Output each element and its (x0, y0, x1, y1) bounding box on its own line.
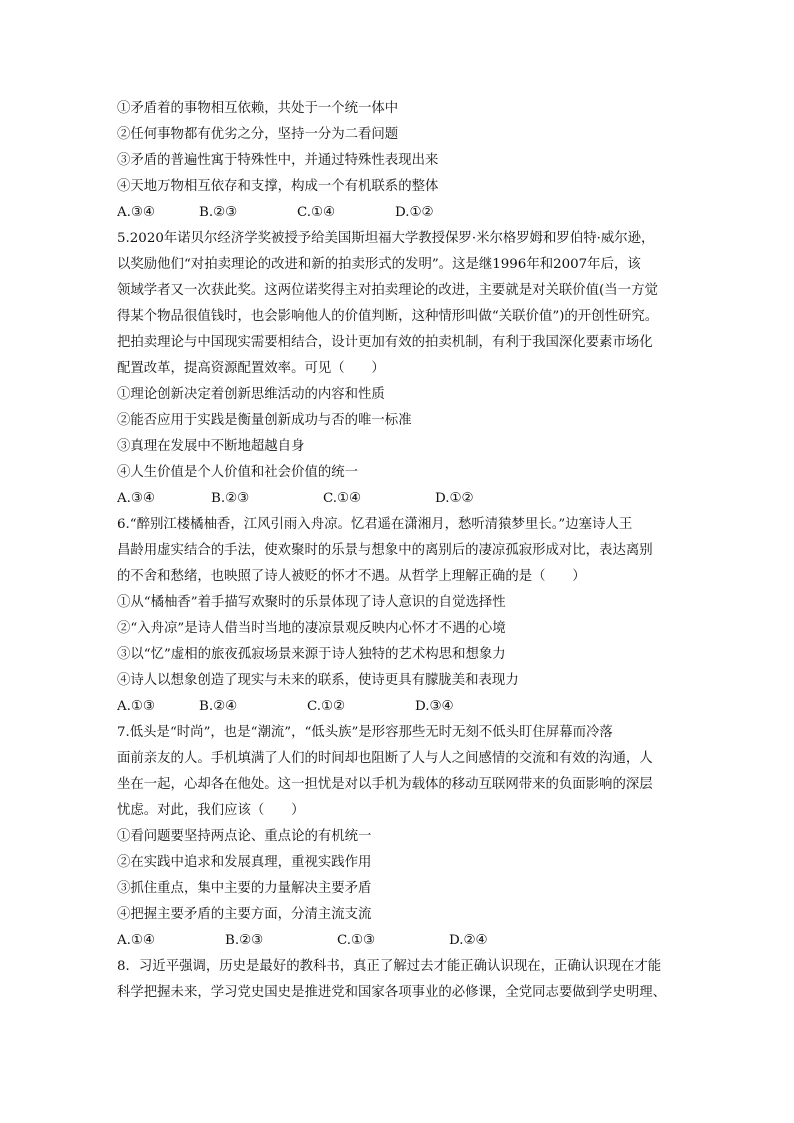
answer-choice-c: C.①② (307, 699, 346, 714)
question-7 (117, 720, 689, 954)
option-line: ④天地万物相互依存和支撑，构成一个有机联系的整体 (117, 179, 439, 194)
option-line: ①矛盾着的事物相互依赖，共处于一个统一体中 (117, 101, 399, 116)
question-stem-line: 坐在一起，心却各在他处。这一担忧是对以手机为载体的移动互联网带来的负面影响的深层 (117, 777, 653, 792)
answer-choice-b: B.②③ (211, 491, 250, 506)
answer-choice-c: C.①③ (337, 933, 376, 948)
option-line: ①理论创新决定着创新思维活动的内容和性质 (117, 387, 385, 402)
option-line: ①从“橘柚香”着手描写欢聚时的乐景体现了诗人意识的自觉选择性 (117, 595, 506, 610)
option-line: ②任何事物都有优劣之分，坚持一分为二看问题 (117, 127, 399, 142)
page-content (117, 96, 689, 1006)
option-line: ②能否应用于实践是衡量创新成功与否的唯一标准 (117, 413, 412, 428)
answer-choices (117, 486, 689, 512)
option-line: ③抓住重点，集中主要的力量解决主要矛盾 (117, 881, 372, 896)
option-line: ④人生价值是个人价值和社会价值的统一 (117, 465, 359, 480)
answer-choice-b: B.②③ (199, 205, 238, 220)
answer-choice-d: D.②④ (449, 933, 488, 948)
answer-choice-b: B.②④ (199, 699, 238, 714)
answer-choice-a: A.①③ (117, 699, 155, 714)
answer-choice-c: C.①④ (323, 491, 362, 506)
question-stem-line: 科学把握未来，学习党史国史是推进党和国家各项事业的必修课，全党同志要做到学史明理、 (117, 985, 667, 1000)
option-line: ①看问题要坚持两点论、重点论的有机统一 (117, 829, 372, 844)
option-line: ②“入舟凉”是诗人借当时当地的凄凉景观反映内心怀才不遇的心境 (117, 621, 506, 636)
question-stem-line: 领域学者又一次获此奖。这两位诺奖得主对拍卖理论的改进，主要就是对关联价值(当一方觉 (117, 283, 658, 298)
question-stem-line: 昌龄用虚实结合的手法，使欢聚时的乐景与想象中的离别后的凄凉孤寂形成对比，表达离别 (117, 543, 653, 558)
answer-choice-d: D.③④ (415, 699, 454, 714)
answer-choice-a: A.①④ (117, 933, 155, 948)
option-line: ④把握主要矛盾的主要方面，分清主流支流 (117, 907, 372, 922)
question-4 (117, 96, 689, 226)
option-line: ③真理在发展中不断地超越自身 (117, 439, 305, 454)
answer-choices (117, 200, 689, 226)
question-8 (117, 954, 689, 1006)
question-stem-line: 面前亲友的人。手机填满了人们的时间却也阻断了人与人之间感情的交流和有效的沟通，人 (117, 751, 653, 766)
question-stem-line: 得某个物品很值钱时，也会影响他人的价值判断，这种情形叫做“关联价值”)的开创性研究。 (117, 309, 659, 324)
answer-choice-c: C.①④ (297, 205, 336, 220)
answer-choice-a: A.③④ (117, 205, 155, 220)
option-line: ③以“忆”虚相的旅夜孤寂场景来源于诗人独特的艺术构思和想象力 (117, 647, 506, 662)
option-line: ②在实践中追求和发展真理，重视实践作用 (117, 855, 372, 870)
answer-choices (117, 928, 689, 954)
question-stem-line: 忧虑。对此，我们应该（ ） (117, 803, 305, 818)
question-stem-line: 5.2020年诺贝尔经济学奖被授予给美国斯坦福大学教授保罗·米尔格罗姆和罗伯特·威尔逊， (117, 231, 655, 246)
question-stem-line: 8．习近平强调，历史是最好的教科书，真正了解过去才能正确认识现在，正确认识现在才能 (117, 959, 662, 974)
answer-choice-b: B.②③ (225, 933, 264, 948)
answer-choices (117, 694, 689, 720)
answer-choice-d: D.①② (395, 205, 434, 220)
question-stem-line: 把拍卖理论与中国现实需要相结合，设计更加有效的拍卖机制，有利于我国深化要素市场化 (117, 335, 653, 350)
answer-choice-a: A.③④ (117, 491, 155, 506)
question-6 (117, 512, 689, 720)
question-5 (117, 226, 689, 512)
option-line: ③矛盾的普遍性寓于特殊性中，并通过特殊性表现出来 (117, 153, 439, 168)
question-stem-line: 以奖励他们“对拍卖理论的改进和新的拍卖形式的发明”。这是继1996年和2007年后，该 (117, 257, 641, 272)
question-stem-line: 配置改革，提高资源配置效率。可见（ ） (117, 361, 385, 376)
question-stem-line: 的不舍和愁绪，也映照了诗人被贬的怀才不遇。从哲学上理解正确的是（ ） (117, 569, 586, 584)
question-stem-line: 6.“醉别江楼橘柚香，江风引雨入舟凉。忆君遥在潇湘月，愁听清猿梦里长。”边塞诗人王 (117, 517, 633, 532)
option-line: ④诗人以想象创造了现实与未来的联系，使诗更具有朦胧美和表现力 (117, 673, 519, 688)
answer-choice-d: D.①② (435, 491, 474, 506)
question-stem-line: 7.低头是“时尚”，也是“潮流”，“低头族”是形容那些无时无刻不低头盯住屏幕而冷落 (117, 725, 613, 740)
